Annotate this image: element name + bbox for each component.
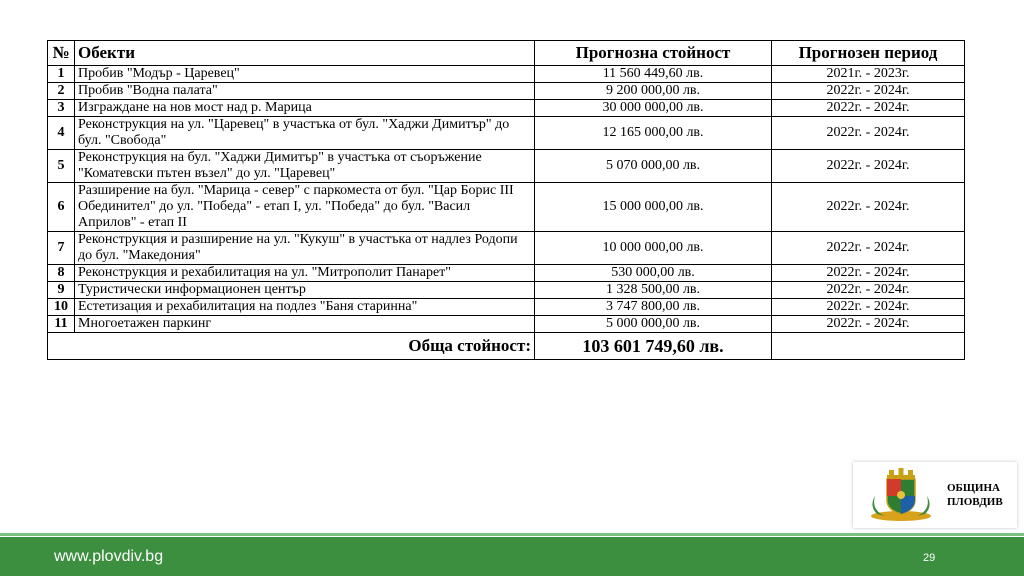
row-number: 2 — [48, 83, 75, 100]
total-value: 103 601 749,60 лв. — [535, 333, 772, 360]
row-object-name: Реконструкция и рехабилитация на ул. "Митрополит Панарет" — [75, 265, 535, 282]
table-row — [48, 299, 965, 316]
row-value: 1 328 500,00 лв. — [535, 282, 772, 299]
website-link[interactable]: www.plovdiv.bg — [54, 548, 164, 565]
row-value: 11 560 449,60 лв. — [535, 66, 772, 83]
row-period: 2022г. - 2024г. — [772, 232, 965, 265]
row-period: 2022г. - 2024г. — [772, 316, 965, 333]
table-row — [48, 66, 965, 83]
row-object-name: Реконструкция на бул. "Хаджи Димитър" в участъка от съоръжение "Коматевски пътен възел" до ул. "Царевец" — [75, 150, 535, 183]
row-object-name: Пробив "Водна палата" — [75, 83, 535, 100]
row-number: 10 — [48, 299, 75, 316]
projects-table — [47, 40, 965, 360]
header-value: Прогнозна стойност — [535, 41, 772, 66]
row-value: 30 000 000,00 лв. — [535, 100, 772, 117]
total-empty-cell — [772, 333, 965, 360]
row-number: 1 — [48, 66, 75, 83]
row-period: 2022г. - 2024г. — [772, 282, 965, 299]
row-value: 9 200 000,00 лв. — [535, 83, 772, 100]
row-object-name: Туристически информационен център — [75, 282, 535, 299]
projects-table-container — [47, 40, 964, 360]
row-number: 7 — [48, 232, 75, 265]
row-period: 2022г. - 2024г. — [772, 150, 965, 183]
row-number: 6 — [48, 183, 75, 232]
municipality-crest-icon — [863, 466, 939, 524]
table-row — [48, 282, 965, 299]
row-value: 5 000 000,00 лв. — [535, 316, 772, 333]
municipality-logo — [853, 462, 1017, 528]
footer-bar — [0, 537, 1024, 576]
row-number: 11 — [48, 316, 75, 333]
header-num: № — [48, 41, 75, 66]
table-row — [48, 183, 965, 232]
row-value: 530 000,00 лв. — [535, 265, 772, 282]
row-value: 15 000 000,00 лв. — [535, 183, 772, 232]
table-row — [48, 232, 965, 265]
row-object-name: Изграждане на нов мост над р. Марица — [75, 100, 535, 117]
header-period: Прогнозен период — [772, 41, 965, 66]
table-row — [48, 100, 965, 117]
table-row — [48, 265, 965, 282]
row-number: 3 — [48, 100, 75, 117]
row-value: 10 000 000,00 лв. — [535, 232, 772, 265]
total-label: Обща стойност: — [48, 333, 535, 360]
row-object-name: Многоетажен паркинг — [75, 316, 535, 333]
total-row — [48, 333, 965, 360]
row-object-name: Реконструкция и разширение на ул. "Кукуш" в участъка от надлез Родопи до бул. "Македония" — [75, 232, 535, 265]
row-number: 5 — [48, 150, 75, 183]
row-period: 2022г. - 2024г. — [772, 100, 965, 117]
row-value: 12 165 000,00 лв. — [535, 117, 772, 150]
page-number: 29 — [923, 552, 936, 564]
row-value: 3 747 800,00 лв. — [535, 299, 772, 316]
table-row — [48, 316, 965, 333]
row-period: 2022г. - 2024г. — [772, 183, 965, 232]
row-period: 2022г. - 2024г. — [772, 117, 965, 150]
row-number: 4 — [48, 117, 75, 150]
row-object-name: Реконструкция на ул. "Царевец" в участъка от бул. "Хаджи Димитър" до бул. "Свобода" — [75, 117, 535, 150]
row-period: 2022г. - 2024г. — [772, 83, 965, 100]
table-row — [48, 117, 965, 150]
row-period: 2022г. - 2024г. — [772, 265, 965, 282]
municipality-name-line1: ОБЩИНА — [947, 482, 1000, 494]
row-object-name: Естетизация и рехабилитация на подлез "Баня старинна" — [75, 299, 535, 316]
municipality-name — [947, 481, 1003, 509]
row-value: 5 070 000,00 лв. — [535, 150, 772, 183]
row-object-name: Пробив "Модър - Царевец" — [75, 66, 535, 83]
header-objects: Обекти — [75, 41, 535, 66]
row-number: 8 — [48, 265, 75, 282]
row-period: 2021г. - 2023г. — [772, 66, 965, 83]
row-period: 2022г. - 2024г. — [772, 299, 965, 316]
footer-accent-line — [0, 533, 1024, 536]
row-number: 9 — [48, 282, 75, 299]
row-object-name: Разширение на бул. "Марица - север" с паркоместа от бул. "Цар Борис III Обединител" до ул. "Победа" - етап I, ул. "Победа" до бул. "Васил Априлов" - етап II — [75, 183, 535, 232]
table-row — [48, 150, 965, 183]
municipality-name-line2: ПЛОВДИВ — [947, 496, 1003, 508]
table-row — [48, 83, 965, 100]
table-header-row — [48, 41, 965, 66]
